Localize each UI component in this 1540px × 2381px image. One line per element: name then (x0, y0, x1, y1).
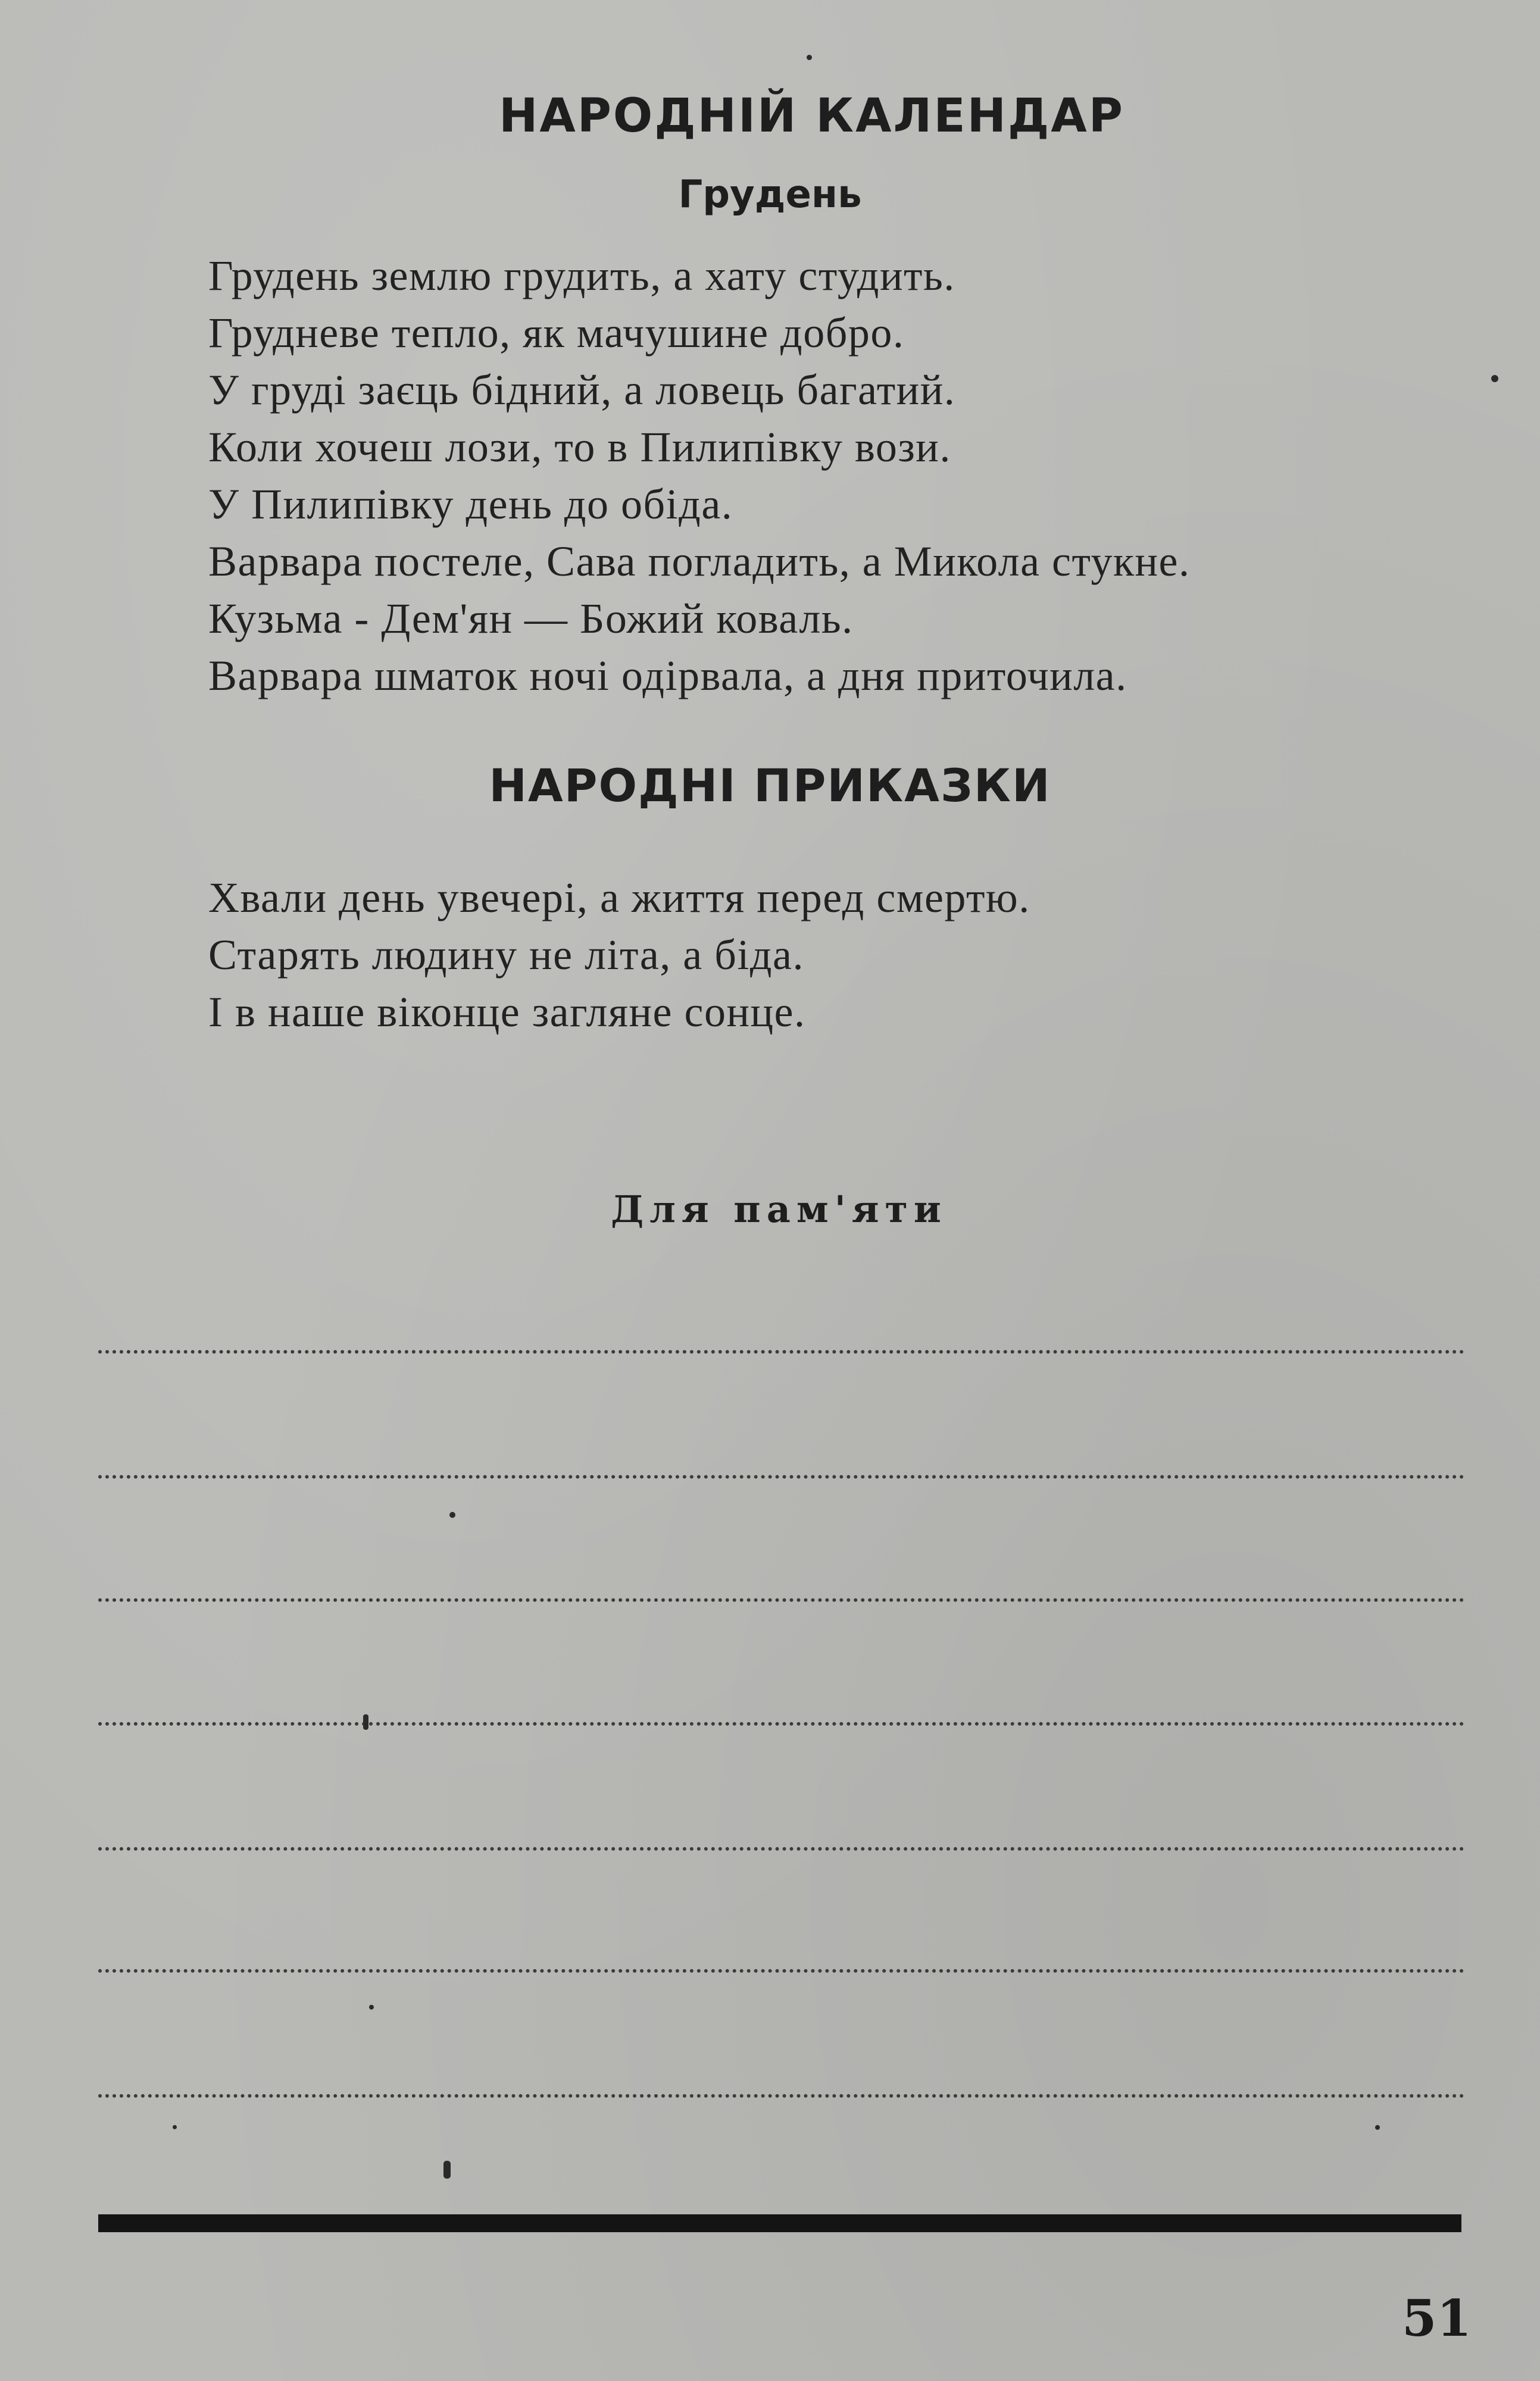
calendar-title: НАРОДНІЙ КАЛЕНДАР (499, 89, 1124, 143)
bottom-rule (98, 2214, 1461, 2232)
paper-speck (1491, 375, 1498, 382)
memo-line[interactable] (98, 1847, 1464, 1851)
memo-line[interactable] (98, 1475, 1464, 1479)
paper-speck (443, 2161, 451, 2179)
paper-speck (807, 55, 812, 60)
calendar-line: У груді заєць бідний, а ловець багатий. (208, 366, 956, 414)
paper-speck (1375, 2125, 1380, 2130)
memo-line[interactable] (98, 1598, 1464, 1602)
page-number: 51 (1402, 2289, 1472, 2348)
folk-sayings-list (208, 869, 1030, 1040)
calendar-line: Коли хочеш лози, то в Пилипівку вози. (208, 423, 951, 471)
calendar-line: Варвара шматок ночі одірвала, а дня приточила. (208, 652, 1127, 699)
memory-title: Для пам'яти (611, 1188, 947, 1231)
calendar-line: Варвара постеле, Сава погладить, а Микола стукне. (208, 538, 1191, 585)
calendar-line: Грудневе тепло, як мачушине добро. (208, 309, 905, 357)
saying-line: І в наше віконце загляне сонце. (208, 988, 806, 1036)
memo-line[interactable] (98, 1350, 1464, 1354)
paper-speck (363, 1714, 368, 1730)
saying-line: Хвали день увечері, а життя перед смертю. (208, 874, 1030, 921)
calendar-line: Грудень землю грудить, а хату студить. (208, 252, 955, 299)
memo-line[interactable] (98, 1722, 1464, 1726)
month-subtitle: Грудень (678, 173, 862, 217)
calendar-sayings-list (208, 247, 1190, 704)
paper-speck (369, 2005, 374, 2010)
calendar-line: У Пилипівку день до обіда. (208, 480, 733, 528)
calendar-line: Кузьма - Дем'ян — Божий коваль. (208, 595, 854, 642)
paper-speck (173, 2125, 177, 2129)
sayings-title: НАРОДНІ ПРИКАЗКИ (489, 759, 1051, 812)
paper-speck (449, 1512, 455, 1518)
memo-line[interactable] (98, 2094, 1464, 2098)
memo-line[interactable] (98, 1969, 1464, 1973)
saying-line: Старять людину не літа, а біда. (208, 931, 804, 979)
